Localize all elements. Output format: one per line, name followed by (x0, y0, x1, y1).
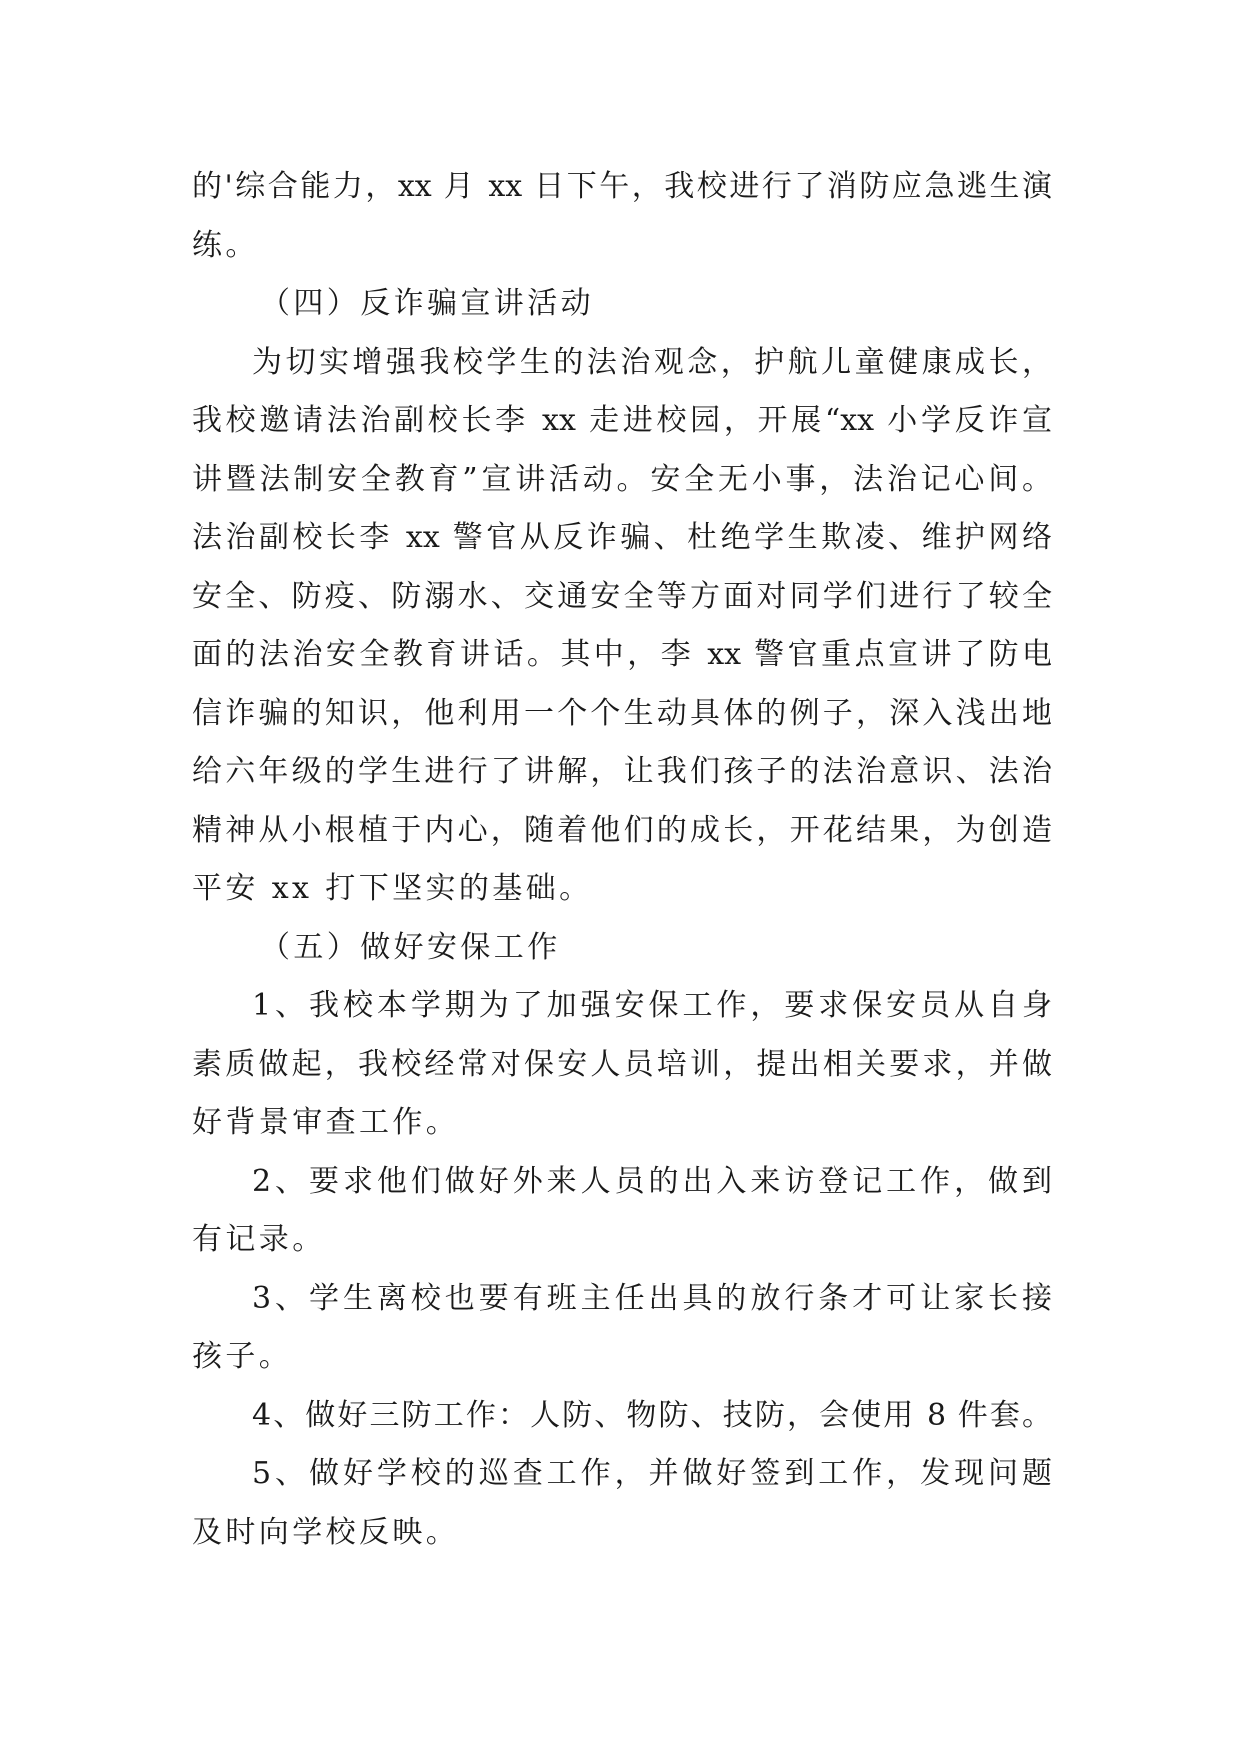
list-item-line: 孩子。 (192, 1339, 293, 1374)
paragraph-line: 安全、防疫、防溺水、交通安全等方面对同学们进行了较全 (192, 578, 1052, 614)
paragraph-line: 为切实增强我校学生的法治观念，护航儿童健康成长， (252, 344, 1052, 380)
list-item-line: 素质做起，我校经常对保安人员培训，提出相关要求，并做 (192, 1046, 1052, 1082)
paragraph-line: 给六年级的学生进行了讲解，让我们孩子的法治意识、法治 (192, 754, 1052, 789)
list-item-line: 好背景审查工作。 (192, 1105, 460, 1140)
list-item-line: 1、我校本学期为了加强安保工作，要求保安员从自身 (252, 988, 1052, 1023)
paragraph-line: 我校邀请法治副校长李 xx 走进校园，开展“xx 小学反诈宣 (192, 403, 1052, 438)
list-item-line: 5、做好学校的巡查工作，并做好签到工作，发现问题 (252, 1456, 1052, 1491)
section-heading-security: （五）做好安保工作 (260, 929, 561, 965)
paragraph-line: 讲暨法制安全教育”宣讲活动。安全无小事，法治记心间。 (192, 461, 1052, 497)
paragraph-line: 平安 xx 打下坚实的基础。 (192, 871, 593, 906)
list-item-line: 有记录。 (192, 1222, 326, 1257)
paragraph-line: 面的法治安全教育讲话。其中，李 xx 警官重点宣讲了防电 (192, 637, 1052, 672)
list-item-line: 4、做好三防工作：人防、物防、技防，会使用 8 件套。 (252, 1397, 1052, 1433)
paragraph-line: 练。 (192, 227, 259, 263)
list-item-line: 及时向学校反映。 (192, 1514, 460, 1550)
section-heading-anti-fraud: （四）反诈骗宣讲活动 (260, 286, 594, 321)
list-item-line: 2、要求他们做好外来人员的出入来访登记工作，做到 (252, 1163, 1052, 1199)
paragraph-line: 精神从小根植于内心，随着他们的成长，开花结果，为创造 (192, 812, 1052, 848)
list-item-line: 3、学生离校也要有班主任出具的放行条才可让家长接 (252, 1280, 1052, 1316)
document-body (192, 158, 1052, 1562)
paragraph-line: 信诈骗的知识，他利用一个个生动具体的例子，深入浅出地 (192, 695, 1052, 731)
paragraph-line: 法治副校长李 xx 警官从反诈骗、杜绝学生欺凌、维护网络 (192, 520, 1052, 555)
paragraph-line: 的'综合能力，xx 月 xx 日下午，我校进行了消防应急逃生演 (192, 169, 1052, 204)
